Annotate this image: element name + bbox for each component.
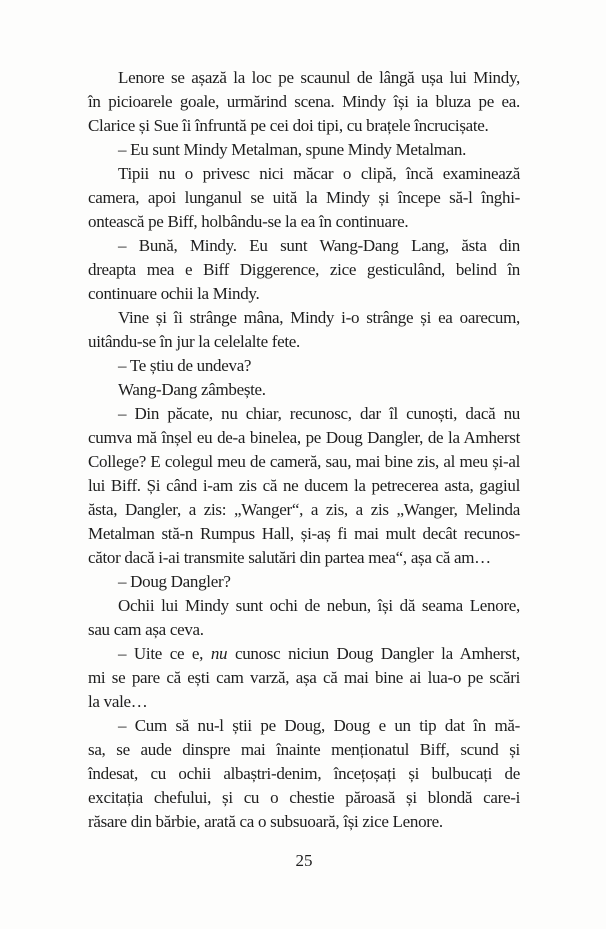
- text-line: College? E colegul meu de cameră, sau, mai bine zis, al meu și-al: [88, 452, 520, 471]
- text-line: – Din păcate, nu chiar, recunosc, dar îl cunoști, dacă nu: [118, 404, 520, 423]
- text-line: Clarice și Sue îi înfruntă pe cei doi tipi, cu brațele încrucișate.: [88, 116, 489, 135]
- text-line: cător dacă i-ai transmite salutări din partea mea“, așa că am…: [88, 548, 491, 567]
- text-line: sa, se aude dinspre mai înainte menționatul Biff, scund și: [88, 740, 520, 759]
- text-line: Lenore se așază la loc pe scaunul de lângă ușa lui Mindy,: [118, 68, 520, 87]
- text-line: Metalman stă-n Rumpus Hall, și-aș fi mai mult decât recunos-: [88, 524, 520, 543]
- paragraph: [88, 234, 520, 306]
- paragraph: [88, 354, 520, 378]
- text-line: îndesat, cu ochii albaștri-denim, încețoșați și bulbucați de: [88, 764, 520, 783]
- text-line: în picioarele goale, urmărind scena. Mindy își ia bluza pe ea.: [88, 92, 520, 111]
- text-line: – Uite ce e, nu cunosc niciun Doug Dangler la Amherst,: [118, 644, 520, 663]
- text-line: – Bună, Mindy. Eu sunt Wang-Dang Lang, ăsta din: [118, 236, 520, 255]
- text-line: răsare din bărbie, arată ca o subsuoară, își zice Lenore.: [88, 812, 443, 831]
- text-line: sau cam așa ceva.: [88, 620, 204, 639]
- text-line: Wang-Dang zâmbește.: [118, 380, 266, 399]
- text-line: – Te știu de undeva?: [118, 356, 252, 375]
- paragraph: [88, 138, 520, 162]
- text-line: – Doug Dangler?: [118, 572, 231, 591]
- text-line: ontească pe Biff, holbându-se la ea în continuare.: [88, 212, 409, 231]
- text-line: dreapta mea e Biff Diggerence, zice gesticulând, belind în: [88, 260, 520, 279]
- paragraph: [88, 642, 520, 714]
- paragraph: [88, 594, 520, 642]
- text-line: la vale…: [88, 692, 148, 711]
- text-line: excitația chefului, și cu o chestie păroasă și blondă care-i: [88, 788, 520, 807]
- page-text: [88, 66, 520, 834]
- text-line: Vine și îi strânge mâna, Mindy i-o strânge și ea oarecum,: [118, 308, 520, 327]
- text-line: Tipii nu o privesc nici măcar o clipă, încă examinează: [118, 164, 520, 183]
- page-number: 25: [295, 851, 313, 870]
- paragraph: [88, 162, 520, 234]
- text-line: – Eu sunt Mindy Metalman, spune Mindy Metalman.: [118, 140, 467, 159]
- text-line: cumva mă înșel eu de-a binelea, pe Doug Dangler, de la Amherst: [88, 428, 520, 447]
- text-line: ăsta, Dangler, a zis: „Wanger“, a zis, a zis „Wanger, Melinda: [88, 500, 520, 519]
- text-line: continuare ochii la Mindy.: [88, 284, 260, 303]
- paragraph: [88, 66, 520, 138]
- text-line: mi se pare că ești cam varză, așa că mai bine ai lua-o pe scări: [88, 668, 520, 687]
- paragraph: [88, 378, 520, 402]
- text-line: lui Biff. Și când i-am zis că ne ducem la petrecerea asta, gagiul: [88, 476, 520, 495]
- paragraph: [88, 570, 520, 594]
- text-line: uitându-se în jur la celelalte fete.: [88, 332, 300, 351]
- text-line: – Cum să nu-l știi pe Doug, Doug e un tip dat în mă-: [118, 716, 520, 735]
- text-line: camera, apoi lunganul se uită la Mindy și începe să-l înghi-: [88, 188, 520, 207]
- paragraph: [88, 714, 520, 834]
- paragraph: [88, 306, 520, 354]
- text-line: Ochii lui Mindy sunt ochi de nebun, își dă seama Lenore,: [118, 596, 520, 615]
- paragraph: [88, 402, 520, 570]
